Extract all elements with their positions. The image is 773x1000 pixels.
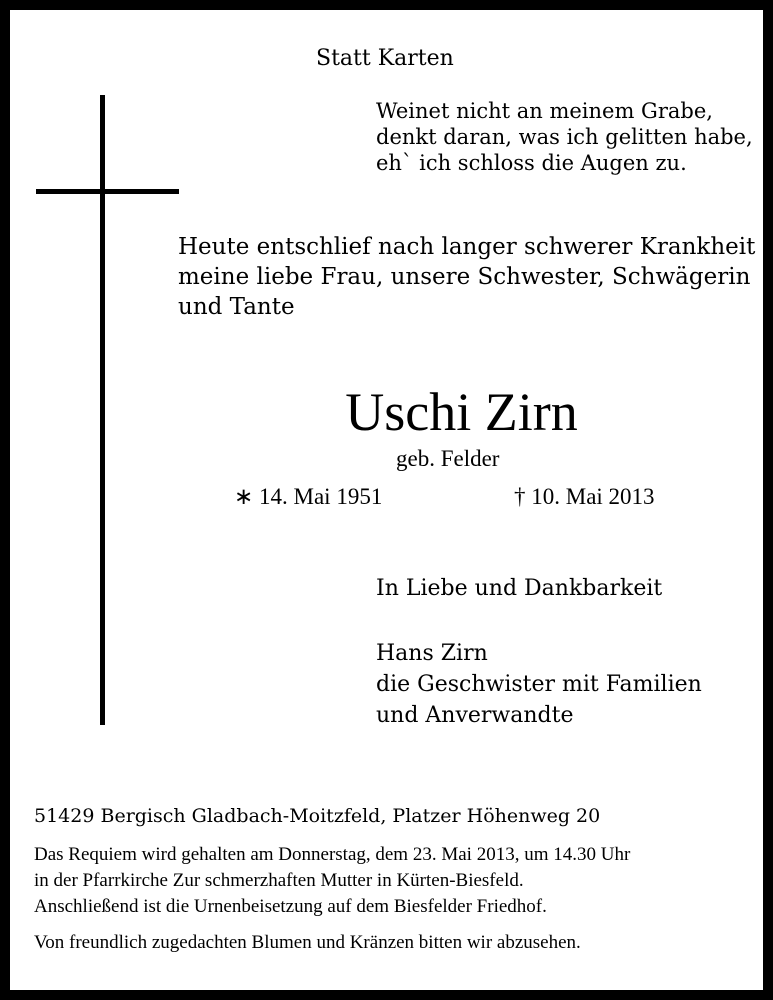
ceremony-line: in der Pfarrkirche Zur schmerzhaften Mutter in Kürten-Biesfeld. bbox=[34, 870, 524, 891]
thanks-line: In Liebe und Dankbarkeit bbox=[376, 576, 663, 601]
flowers-note: Von freundlich zugedachten Blumen und Kränzen bitten wir abzusehen. bbox=[34, 932, 581, 953]
cross-icon-horizontal-bar bbox=[36, 189, 179, 194]
announcement-line: meine liebe Frau, unsere Schwester, Schwägerin bbox=[178, 264, 751, 290]
ceremony-line: Anschließend ist die Urnenbeisetzung auf dem Biesfelder Friedhof. bbox=[34, 896, 547, 917]
announcement-text bbox=[178, 232, 755, 322]
birth-date: ∗ 14. Mai 1951 bbox=[234, 484, 383, 509]
poem-line: denkt daran, was ich gelitten habe, bbox=[376, 125, 753, 149]
ceremony-details bbox=[34, 842, 630, 920]
announcement-line: und Tante bbox=[178, 294, 295, 320]
mourner-line: und Anverwandte bbox=[376, 703, 574, 728]
mourner-line: Hans Zirn bbox=[376, 641, 488, 666]
poem-verse bbox=[376, 98, 753, 176]
announcement-line: Heute entschlief nach langer schwerer Krankheit bbox=[178, 234, 756, 260]
poem-line: Weinet nicht an meinem Grabe, bbox=[376, 99, 713, 123]
death-date: † 10. Mai 2013 bbox=[514, 484, 655, 509]
ceremony-line: Das Requiem wird gehalten am Donnerstag, dem 23. Mai 2013, um 14.30 Uhr bbox=[34, 844, 631, 865]
maiden-name: geb. Felder bbox=[396, 446, 500, 471]
poem-line: eh` ich schloss die Augen zu. bbox=[376, 151, 687, 175]
deceased-name: Uschi Zirn bbox=[345, 382, 578, 442]
header-text: Statt Karten bbox=[316, 46, 454, 71]
address-line: 51429 Bergisch Gladbach-Moitzfeld, Platzer Höhenweg 20 bbox=[34, 805, 601, 827]
mourners-list bbox=[376, 638, 702, 731]
mourner-line: die Geschwister mit Familien bbox=[376, 672, 702, 697]
